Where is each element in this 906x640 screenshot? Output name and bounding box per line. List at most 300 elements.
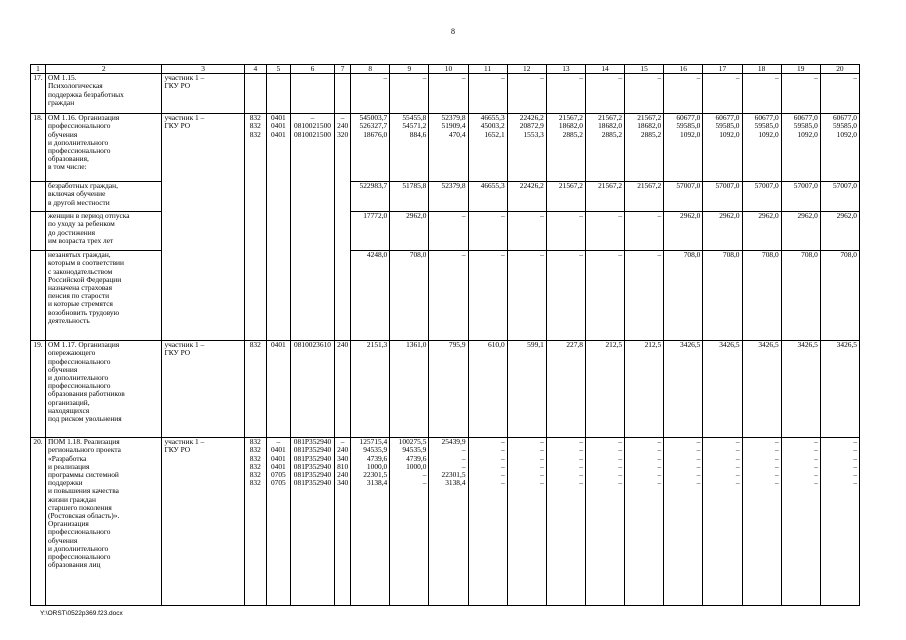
- name-cell-line: Российской Федерации: [48, 274, 122, 284]
- code-target-cell-line: 0810021500: [294, 121, 331, 131]
- value-cell: 212,5: [625, 341, 664, 438]
- name-cell-line: профессионального: [48, 146, 111, 156]
- value-cell-line: –: [814, 478, 818, 488]
- table-row: [31, 212, 860, 251]
- code-ministry-cell: [244, 74, 266, 114]
- value-cell: 708,0: [742, 251, 781, 341]
- code-section-cell-line: 0401: [270, 340, 286, 350]
- name-cell-line: ОМ 1.16. Организация: [48, 113, 120, 123]
- value-cell-line: –: [814, 453, 818, 463]
- value-cell: [664, 438, 703, 606]
- name-cell-line: ПОМ 1.18. Реализация: [48, 437, 120, 447]
- header-cell: 1: [31, 65, 46, 74]
- name-cell: [46, 341, 162, 438]
- value-cell: [742, 438, 781, 606]
- code-section-cell-line: 0401: [270, 445, 286, 455]
- name-cell-line: включая обучение: [48, 189, 106, 199]
- value-cell-line: 18682,0: [637, 121, 662, 131]
- value-cell: 2962,0: [664, 212, 703, 251]
- table-row: [31, 114, 860, 182]
- value-cell: 4248,0: [351, 251, 390, 341]
- code-target-cell-line: 081Р352940: [293, 453, 332, 463]
- value-cell: [429, 438, 468, 606]
- name-cell-line: ОМ 1.15.: [48, 73, 77, 83]
- value-cell-line: 470,4: [448, 129, 466, 139]
- header-cell: 13: [546, 65, 585, 74]
- code-type-cell-line: 240: [337, 340, 349, 350]
- value-cell-line: –: [853, 437, 857, 447]
- value-cell-line: –: [696, 478, 701, 488]
- name-cell-line: профессионального: [48, 381, 111, 391]
- value-cell: –: [429, 212, 468, 251]
- value-cell-line: –: [540, 445, 544, 455]
- value-cell: [742, 114, 781, 182]
- value-cell: –: [703, 74, 742, 114]
- value-cell: 52379,8: [429, 182, 468, 212]
- header-cell: 19: [781, 65, 820, 74]
- header-cell: 14: [585, 65, 624, 74]
- value-cell-line: 20872,9: [519, 121, 544, 131]
- participant-cell-line: ГКУ РО: [164, 348, 191, 358]
- value-cell-line: –: [774, 437, 779, 447]
- value-cell-line: 22301,5: [441, 470, 466, 480]
- name-cell-line: профессионального: [48, 527, 111, 537]
- code-type-cell: [335, 74, 351, 114]
- value-cell-line: –: [618, 453, 623, 463]
- value-cell: 57007,0: [820, 182, 859, 212]
- name-cell-line: (Ростовская область)».: [48, 511, 120, 521]
- value-cell: –: [507, 74, 546, 114]
- value-cell-line: 1000,0: [406, 461, 427, 471]
- participant-cell-line: участник 1 –: [164, 73, 205, 83]
- value-cell-line: 18682,0: [598, 121, 623, 131]
- name-cell-line: женщин в период отпуска: [48, 211, 130, 221]
- value-cell-line: 1092,0: [797, 129, 818, 139]
- value-cell-line: –: [735, 478, 740, 488]
- value-cell-line: –: [774, 453, 779, 463]
- name-cell: [46, 212, 162, 251]
- value-cell-line: –: [735, 461, 740, 471]
- code-type-cell-line: 340: [337, 478, 349, 488]
- value-cell: [585, 114, 624, 182]
- value-cell: [703, 438, 742, 606]
- value-cell-line: –: [579, 445, 583, 455]
- code-section-cell-line: 0401: [270, 121, 286, 131]
- code-section-cell: [266, 341, 290, 438]
- value-cell-line: –: [500, 437, 505, 447]
- row-number-cell: [31, 182, 46, 212]
- code-type-cell-line: 240: [337, 121, 349, 131]
- value-cell-line: 59585,0: [676, 121, 701, 131]
- value-cell: –: [429, 251, 468, 341]
- name-cell-line: Организация: [48, 519, 89, 529]
- code-target-cell-line: –: [310, 113, 315, 123]
- value-cell: 21567,2: [546, 182, 585, 212]
- header-cell: 3: [162, 65, 244, 74]
- code-ministry-cell-line: 832: [249, 113, 261, 123]
- name-cell-line: поддержка безработных: [48, 89, 124, 99]
- value-cell: 57007,0: [664, 182, 703, 212]
- value-cell-line: 2885,2: [562, 129, 583, 139]
- value-cell-line: –: [814, 470, 818, 480]
- value-cell: 1361,0: [390, 341, 429, 438]
- value-cell: 46655,3: [468, 182, 507, 212]
- participant-cell: [162, 341, 244, 438]
- value-cell-line: 59585,0: [793, 121, 818, 131]
- value-cell-line: 52379,8: [441, 113, 466, 123]
- value-cell: [781, 438, 820, 606]
- code-section-cell-line: 0401: [270, 461, 286, 471]
- value-cell-line: –: [657, 470, 662, 480]
- value-cell-line: –: [696, 470, 701, 480]
- value-cell-line: 1092,0: [719, 129, 740, 139]
- value-cell-line: –: [500, 453, 505, 463]
- value-cell: –: [468, 251, 507, 341]
- value-cell: –: [507, 251, 546, 341]
- header-cell: 6: [290, 65, 334, 74]
- value-cell: 610,0: [468, 341, 507, 438]
- name-cell: [46, 438, 162, 606]
- value-cell: [625, 438, 664, 606]
- name-cell-line: и дополнительного: [48, 137, 109, 147]
- value-cell: 599,1: [507, 341, 546, 438]
- value-cell-line: –: [853, 445, 857, 455]
- value-cell-line: –: [657, 437, 662, 447]
- value-cell-line: 2885,2: [601, 129, 623, 139]
- value-cell: [820, 438, 859, 606]
- value-cell-line: –: [696, 437, 701, 447]
- value-cell: [507, 114, 546, 182]
- table-row: [31, 251, 860, 341]
- value-cell: 2962,0: [390, 212, 429, 251]
- name-cell-line: в том числе:: [48, 162, 87, 172]
- value-cell: –: [546, 212, 585, 251]
- value-cell: [546, 114, 585, 182]
- name-cell-line: пенсия по старости: [48, 291, 110, 301]
- code-section-cell-line: 0401: [270, 113, 286, 123]
- name-cell-line: образования работников: [48, 389, 125, 399]
- row-number-cell: 18.: [31, 114, 46, 182]
- value-cell: –: [468, 74, 507, 114]
- value-cell-line: –: [735, 453, 740, 463]
- name-cell: [46, 114, 162, 182]
- value-cell: [351, 114, 390, 182]
- value-cell-line: –: [500, 461, 505, 471]
- file-path-footer: Y:\ORST\0522p369.f23.docx: [40, 610, 123, 617]
- code-target-cell-line: 081Р352940: [293, 478, 332, 488]
- value-cell-line: 22301,5: [363, 470, 388, 480]
- value-cell-line: 4739,6: [406, 453, 427, 463]
- value-cell: [625, 114, 664, 182]
- value-cell-line: –: [422, 470, 427, 480]
- name-cell-line: с законодательством: [48, 266, 113, 276]
- value-cell-line: 3138,4: [445, 478, 466, 488]
- value-cell: [351, 438, 390, 606]
- name-cell: [46, 182, 162, 212]
- value-cell-line: 59585,0: [715, 121, 740, 131]
- value-cell: 2151,3: [351, 341, 390, 438]
- name-cell-line: и реализация: [48, 461, 90, 471]
- header-cell: 8: [351, 65, 390, 74]
- value-cell: 3426,5: [664, 341, 703, 438]
- name-cell-line: профессионального: [48, 552, 111, 562]
- value-cell-line: –: [735, 445, 740, 455]
- value-cell: [781, 114, 820, 182]
- value-cell-line: –: [618, 470, 623, 480]
- participant-cell-line: ГКУ РО: [164, 445, 191, 455]
- value-cell: –: [585, 251, 624, 341]
- name-cell-line: обучения: [48, 364, 78, 374]
- participant-cell-line: участник 1 –: [164, 340, 205, 350]
- header-cell: 20: [820, 65, 859, 74]
- value-cell-line: –: [540, 470, 544, 480]
- value-cell-line: –: [814, 445, 818, 455]
- value-cell-line: –: [579, 461, 583, 471]
- code-ministry-cell-line: 832: [249, 340, 261, 350]
- name-cell-line: и которые стремятся: [48, 299, 113, 309]
- code-target-cell: [290, 341, 334, 438]
- value-cell-line: 60677,0: [832, 113, 857, 123]
- value-cell-line: –: [579, 453, 583, 463]
- name-cell-line: деятельность: [48, 315, 90, 325]
- header-cell: 10: [429, 65, 468, 74]
- code-section-cell-line: 0705: [270, 478, 286, 488]
- code-type-cell-line: –: [340, 437, 345, 447]
- page-number: 8: [451, 27, 455, 36]
- value-cell: [820, 114, 859, 182]
- participant-cell-line: ГКУ РО: [164, 81, 191, 91]
- code-target-cell-line: 0810021500: [294, 129, 331, 139]
- value-cell-line: –: [500, 478, 505, 488]
- value-cell: –: [625, 212, 664, 251]
- value-cell: 22426,2: [507, 182, 546, 212]
- header-cell: 15: [625, 65, 664, 74]
- name-cell-line: в другой местности: [48, 197, 110, 207]
- header-cell: 18: [742, 65, 781, 74]
- value-cell-line: 22426,2: [519, 113, 544, 123]
- name-cell: [46, 74, 162, 114]
- value-cell: [390, 114, 429, 182]
- table-row: [31, 74, 860, 114]
- value-cell: 3426,5: [703, 341, 742, 438]
- value-cell-line: 94535,9: [402, 445, 427, 455]
- name-cell-line: регионального проекта: [48, 445, 121, 455]
- name-cell: [46, 251, 162, 341]
- value-cell-line: 21567,2: [637, 113, 662, 123]
- value-cell: 2962,0: [703, 212, 742, 251]
- value-cell-line: –: [657, 445, 662, 455]
- value-cell-line: –: [735, 470, 740, 480]
- value-cell-line: 1092,0: [836, 129, 857, 139]
- row-number-cell: 20.: [31, 438, 46, 606]
- value-cell-line: 54571,2: [402, 121, 427, 131]
- value-cell-line: –: [618, 437, 623, 447]
- name-cell-line: находящихся: [48, 405, 90, 415]
- value-cell-line: 1092,0: [680, 129, 701, 139]
- value-cell: 708,0: [781, 251, 820, 341]
- value-cell: 3426,5: [820, 341, 859, 438]
- value-cell-line: 60677,0: [754, 113, 779, 123]
- code-section-cell-line: 0401: [270, 129, 286, 139]
- value-cell-line: –: [618, 445, 623, 455]
- code-target-cell-line: 081Р352940: [293, 470, 332, 480]
- code-target-cell: [290, 438, 334, 606]
- value-cell: –: [546, 251, 585, 341]
- code-ministry-cell-line: 832: [249, 461, 261, 471]
- value-cell-line: –: [853, 478, 857, 488]
- row-number-cell: [31, 212, 46, 251]
- code-target-cell-line: 0810023610: [294, 340, 331, 350]
- name-cell-line: граждан: [48, 97, 75, 107]
- name-cell-line: незанятых граждан,: [48, 250, 111, 260]
- value-cell: 708,0: [390, 251, 429, 341]
- value-cell-line: –: [696, 461, 701, 471]
- value-cell-line: –: [540, 453, 544, 463]
- value-cell: –: [468, 212, 507, 251]
- code-type-cell-line: 810: [337, 461, 349, 471]
- name-cell-line: жизни граждан: [48, 494, 96, 504]
- value-cell-line: 59585,0: [832, 121, 857, 131]
- code-type-cell-line: –: [340, 113, 345, 123]
- value-cell-line: –: [657, 453, 662, 463]
- name-cell-line: опережающего: [48, 348, 96, 358]
- value-cell-line: –: [735, 437, 740, 447]
- value-cell-line: –: [657, 478, 662, 488]
- value-cell-line: 60677,0: [715, 113, 740, 123]
- value-cell-line: –: [540, 461, 544, 471]
- code-type-cell-line: 340: [337, 453, 349, 463]
- value-cell: 2962,0: [781, 212, 820, 251]
- value-cell: –: [585, 212, 624, 251]
- table-row: [31, 182, 860, 212]
- value-cell-line: –: [422, 478, 427, 488]
- code-ministry-cell-line: 832: [249, 470, 261, 480]
- name-cell-line: образования лиц: [48, 560, 101, 570]
- value-cell: [468, 114, 507, 182]
- code-type-cell-line: 240: [337, 445, 349, 455]
- code-ministry-cell: [244, 438, 266, 606]
- code-target-cell: [290, 74, 334, 114]
- value-cell: –: [820, 74, 859, 114]
- value-cell-line: 60677,0: [793, 113, 818, 123]
- name-cell-line: образования,: [48, 154, 89, 164]
- name-cell-line: поддержки: [48, 478, 83, 488]
- code-type-cell-line: 320: [337, 129, 349, 139]
- header-cell: 12: [507, 65, 546, 74]
- code-type-cell: [335, 438, 351, 606]
- value-cell: 795,9: [429, 341, 468, 438]
- value-cell: 2962,0: [820, 212, 859, 251]
- name-cell-line: «Разработка: [48, 453, 87, 463]
- header-row: [31, 65, 860, 74]
- value-cell-line: 1553,3: [523, 129, 544, 139]
- name-cell-line: которым в соответствии: [48, 258, 124, 268]
- value-cell: [703, 114, 742, 182]
- code-target-cell-line: 081Р352940: [293, 445, 332, 455]
- code-ministry-cell-line: 832: [249, 121, 261, 131]
- header-cell: 5: [266, 65, 290, 74]
- value-cell: 3426,5: [742, 341, 781, 438]
- value-cell: –: [351, 74, 390, 114]
- code-target-cell-line: 081Р352940: [293, 461, 332, 471]
- value-cell: 57007,0: [742, 182, 781, 212]
- name-cell-line: возобновить трудовую: [48, 307, 120, 317]
- name-cell-line: и дополнительного: [48, 543, 109, 553]
- value-cell-line: –: [814, 461, 818, 471]
- code-ministry-cell-line: 832: [249, 445, 261, 455]
- value-cell-line: 51909,4: [441, 121, 466, 131]
- value-cell: [507, 438, 546, 606]
- name-cell-line: и повышения качества: [48, 486, 119, 496]
- code-section-cell: [266, 438, 290, 606]
- name-cell-line: и дополнительного: [48, 373, 109, 383]
- code-target-cell-line: 081Р352940: [293, 437, 332, 447]
- value-cell-line: 4739,6: [366, 453, 388, 463]
- value-cell: 212,5: [585, 341, 624, 438]
- header-cell: 2: [46, 65, 162, 74]
- code-section-cell: [266, 74, 290, 114]
- row-number-cell: [31, 251, 46, 341]
- code-target-cell: [290, 114, 334, 341]
- value-cell-line: –: [774, 470, 779, 480]
- value-cell-line: 1092,0: [758, 129, 779, 139]
- code-ministry-cell-line: 832: [249, 453, 261, 463]
- value-cell-line: 3138,4: [366, 478, 388, 488]
- header-cell: 16: [664, 65, 703, 74]
- value-cell: 708,0: [820, 251, 859, 341]
- value-cell: –: [625, 251, 664, 341]
- code-type-cell: [335, 341, 351, 438]
- participant-cell-line: участник 1 –: [164, 113, 205, 123]
- value-cell-line: –: [618, 478, 623, 488]
- participant-cell: [162, 438, 244, 606]
- value-cell: 21567,2: [585, 182, 624, 212]
- value-cell-line: 60677,0: [676, 113, 701, 123]
- value-cell: 57007,0: [703, 182, 742, 212]
- value-cell: 3426,5: [781, 341, 820, 438]
- name-cell-line: старшего поколения: [48, 502, 112, 512]
- name-cell-line: Психологическая: [48, 81, 103, 91]
- name-cell-line: профессионального: [48, 356, 111, 366]
- value-cell-line: –: [579, 478, 583, 488]
- name-cell-line: им возраста трех лет: [48, 235, 114, 245]
- code-section-cell-line: 0401: [270, 453, 286, 463]
- value-cell: [429, 114, 468, 182]
- code-type-cell: [335, 114, 351, 341]
- value-cell: –: [664, 74, 703, 114]
- code-ministry-cell-line: 832: [249, 437, 261, 447]
- table-row: [31, 438, 860, 606]
- value-cell-line: –: [540, 437, 544, 447]
- value-cell-line: –: [774, 461, 779, 471]
- name-cell-line: назначена страховая: [48, 283, 112, 293]
- value-cell-line: –: [579, 437, 583, 447]
- code-ministry-cell: [244, 341, 266, 438]
- value-cell: 708,0: [703, 251, 742, 341]
- value-cell: 522983,7: [351, 182, 390, 212]
- name-cell-line: обучения: [48, 535, 78, 545]
- value-cell-line: –: [814, 437, 818, 447]
- value-cell-line: –: [774, 445, 779, 455]
- value-cell-line: 100275,5: [398, 437, 427, 447]
- value-cell-line: 1000,0: [366, 461, 388, 471]
- value-cell-line: 94535,9: [363, 445, 388, 455]
- name-cell-line: ОМ 1.17. Организация: [48, 340, 120, 350]
- value-cell-line: 545003,7: [359, 113, 388, 123]
- value-cell-line: 55455,8: [402, 113, 427, 123]
- participant-cell: [162, 74, 244, 114]
- row-number-cell: 19.: [31, 341, 46, 438]
